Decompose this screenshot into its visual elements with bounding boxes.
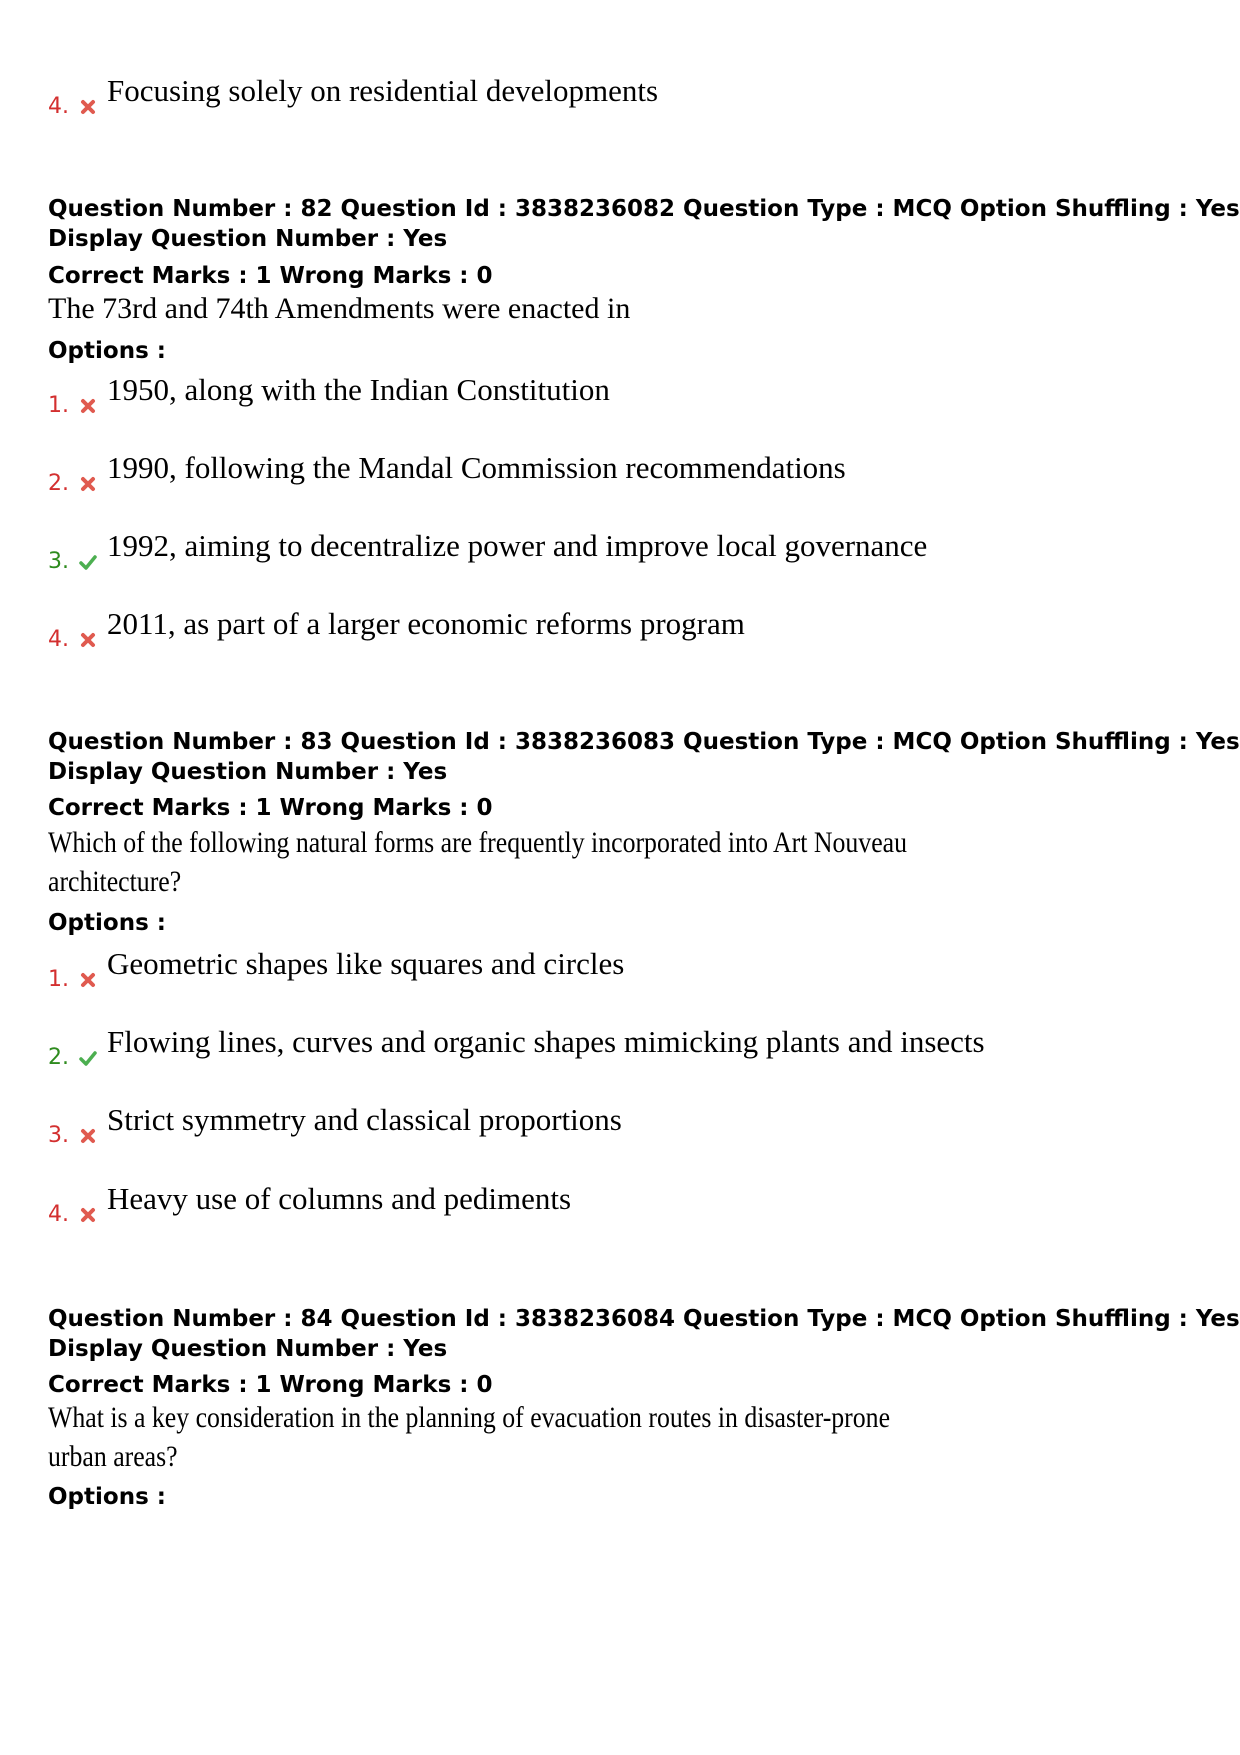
option-1 [48, 372, 610, 418]
cross-icon [79, 631, 97, 649]
check-icon [79, 1049, 97, 1067]
options-label: Options : [48, 338, 166, 364]
prev-option-4 [48, 73, 659, 119]
option-text: 1990, following the Mandal Commission recommendations [107, 450, 846, 485]
question-text-line-1: Which of the following natural forms are frequently incorporated into Art Nouveau [48, 826, 908, 859]
option-number: 2. [48, 471, 69, 496]
cross-icon [79, 475, 97, 493]
option-1 [48, 946, 625, 992]
cross-icon [79, 98, 97, 116]
option-number: 3. [48, 1123, 69, 1148]
option-2 [48, 450, 846, 496]
question-text-line-1: What is a key consideration in the planning of evacuation routes in disaster-prone [48, 1401, 891, 1434]
option-text: Flowing lines, curves and organic shapes mimicking plants and insects [107, 1024, 985, 1059]
question-header: Question Number : 82 Question Id : 3838236082 Question Type : MCQ Option Shuffling : Yes [48, 196, 1240, 222]
question-marks: Correct Marks : 1 Wrong Marks : 0 [48, 263, 493, 289]
option-4 [48, 606, 745, 652]
check-icon [79, 553, 97, 571]
question-marks: Correct Marks : 1 Wrong Marks : 0 [48, 1372, 493, 1398]
options-label: Options : [48, 1484, 166, 1510]
question-header: Question Number : 83 Question Id : 3838236083 Question Type : MCQ Option Shuffling : Yes [48, 729, 1240, 755]
question-text-line-2: urban areas? [48, 1440, 178, 1473]
option-4 [48, 1181, 572, 1227]
option-number: 3. [48, 549, 69, 574]
cross-icon [79, 1206, 97, 1224]
option-text: Strict symmetry and classical proportions [107, 1102, 622, 1137]
option-text: Focusing solely on residential developments [107, 73, 659, 108]
option-number: 4. [48, 1202, 69, 1227]
question-text: The 73rd and 74th Amendments were enacted in [48, 292, 631, 325]
option-text: 1992, aiming to decentralize power and improve local governance [107, 528, 928, 563]
option-number: 4. [48, 627, 69, 652]
option-number: 4. [48, 94, 69, 119]
option-text: 2011, as part of a larger economic reforms program [107, 606, 745, 641]
option-text: Heavy use of columns and pediments [107, 1181, 572, 1216]
option-2 [48, 1024, 985, 1070]
cross-icon [79, 397, 97, 415]
question-marks: Correct Marks : 1 Wrong Marks : 0 [48, 795, 493, 821]
display-question-number: Display Question Number : Yes [48, 1336, 448, 1362]
options-label: Options : [48, 910, 166, 936]
question-header: Question Number : 84 Question Id : 3838236084 Question Type : MCQ Option Shuffling : Yes [48, 1306, 1240, 1332]
display-question-number: Display Question Number : Yes [48, 226, 448, 252]
question-text-line-2: architecture? [48, 865, 182, 898]
option-3 [48, 1102, 622, 1148]
option-text: 1950, along with the Indian Constitution [107, 372, 610, 407]
option-number: 1. [48, 967, 69, 992]
display-question-number: Display Question Number : Yes [48, 759, 448, 785]
option-text: Geometric shapes like squares and circles [107, 946, 625, 981]
cross-icon [79, 1127, 97, 1145]
option-number: 2. [48, 1045, 69, 1070]
option-3 [48, 528, 928, 574]
option-number: 1. [48, 393, 69, 418]
cross-icon [79, 971, 97, 989]
